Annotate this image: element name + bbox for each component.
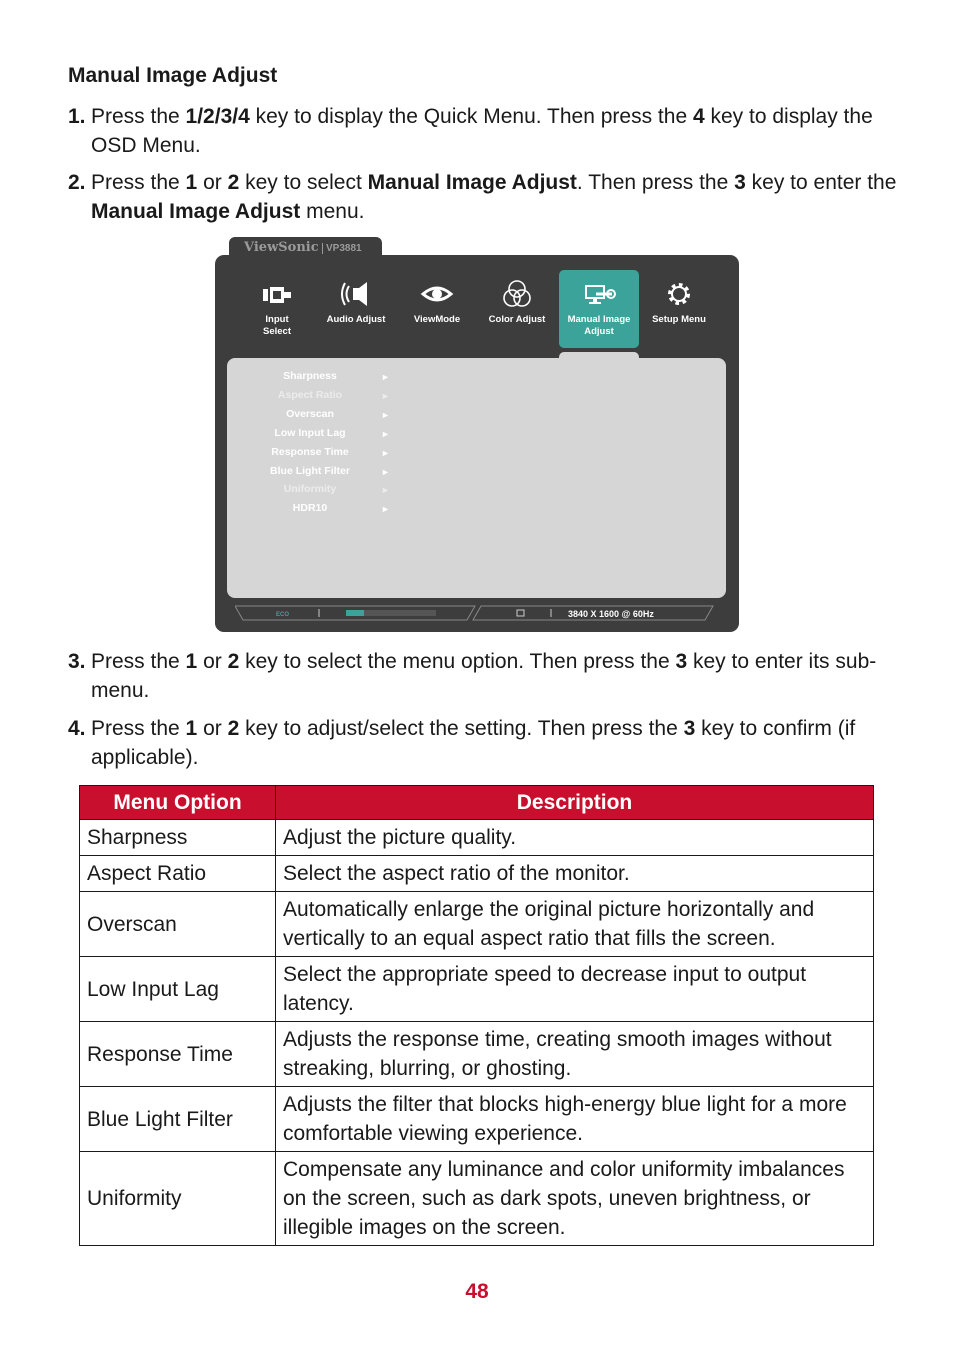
page-number: 48	[465, 1280, 489, 1303]
description-cell: Select the appropriate speed to decrease input to output latency.	[276, 957, 874, 1022]
step-text-segment: key to display the Quick Menu. Then press the	[249, 105, 693, 128]
description-cell: Adjust the picture quality.	[276, 820, 874, 856]
bold-key-text: 1	[185, 650, 198, 673]
description-cell: Automatically enlarge the original picture horizontally and vertically to an equal aspect ratio that fills the screen.	[276, 892, 874, 957]
step-text-segment: or	[197, 171, 228, 194]
description-cell: Select the aspect ratio of the monitor.	[276, 856, 874, 892]
submenu-item[interactable]: Blue Light Filter	[270, 464, 350, 477]
submenu-item[interactable]: Uniformity	[283, 483, 337, 496]
step-text-segment: Press the	[91, 171, 186, 194]
bold-key-text: 3	[675, 650, 688, 673]
submenu-item[interactable]: Aspect Ratio	[277, 388, 343, 401]
step-1	[68, 102, 898, 160]
table-row	[80, 957, 874, 1022]
header-description: Description	[276, 786, 874, 820]
resolution-readout: 3840 X 1600 @ 60Hz	[568, 609, 654, 619]
step-4	[68, 714, 898, 772]
speaker-icon	[339, 278, 373, 310]
table-row	[80, 1022, 874, 1087]
submenu-item[interactable]: Low Input Lag	[274, 426, 346, 439]
step-text	[91, 168, 898, 226]
menu-manual-image-adjust[interactable]: Manual Image Adjust	[559, 270, 639, 348]
table-header-row	[80, 786, 874, 820]
submenu-arrow-icon: ►	[381, 466, 390, 477]
step-number: 2.	[68, 171, 86, 194]
menu-audio-adjust[interactable]: Audio Adjust	[317, 272, 395, 346]
menu-setup-menu[interactable]: Setup Menu	[640, 272, 718, 346]
submenu-arrow-icon: ►	[381, 409, 390, 420]
description-cell: Compensate any luminance and color uniformity imbalances on the screen, such as dark spots, uneven brightness, or illegible images on the screen.	[276, 1152, 874, 1246]
menu-option-table	[79, 785, 874, 1246]
step-text-segment: or	[197, 650, 228, 673]
submenu-arrow-icon: ►	[381, 447, 390, 458]
menu-input-select[interactable]: Input Select	[238, 272, 316, 346]
menu-option-cell: Sharpness	[80, 820, 276, 856]
model-label: VP3881	[322, 243, 362, 254]
menu-option-cell: Overscan	[80, 892, 276, 957]
description-cell: Adjusts the response time, creating smooth images without streaking, blurring, or ghosting.	[276, 1022, 874, 1087]
step-text-segment: key to enter its sub-menu.	[91, 650, 877, 702]
submenu-item[interactable]: Response Time	[271, 445, 349, 458]
bold-key-text: 1	[185, 717, 198, 740]
color-circles-icon	[500, 278, 534, 310]
table-row	[80, 1152, 874, 1246]
submenu-item[interactable]: Overscan	[286, 407, 334, 420]
submenu-item[interactable]: Sharpness	[283, 370, 337, 382]
bold-key-text: 2	[227, 717, 240, 740]
bold-key-text: 3	[683, 717, 696, 740]
step-number: 1.	[68, 105, 86, 128]
menu-option-cell: Low Input Lag	[80, 957, 276, 1022]
bold-key-text: Manual Image Adjust	[367, 171, 577, 194]
submenu-arrow-icon: ►	[381, 372, 390, 382]
table-row	[80, 892, 874, 957]
bold-key-text: 2	[227, 171, 240, 194]
description-cell: Adjusts the filter that blocks high-energy blue light for a more comfortable viewing experience.	[276, 1087, 874, 1152]
menu-viewmode[interactable]: ViewMode	[398, 272, 476, 346]
table-row	[80, 1087, 874, 1152]
monitor-wrench-icon	[582, 278, 616, 310]
gear-icon	[662, 278, 696, 310]
submenu-item[interactable]: HDR10	[292, 502, 328, 515]
step-text-segment: key to confirm (if applicable).	[91, 717, 856, 769]
submenu-arrow-icon: ►	[381, 504, 390, 515]
submenu-arrow-icon: ►	[381, 390, 390, 401]
step-2	[68, 168, 898, 226]
bold-key-text: 1/2/3/4	[185, 105, 250, 128]
step-text-segment: key to display the OSD Menu.	[91, 105, 873, 157]
input-select-icon	[260, 278, 294, 310]
bold-key-text: Manual Image Adjust	[91, 200, 301, 223]
eye-icon	[420, 278, 454, 310]
step-text-segment: key to adjust/select the setting. Then press the	[239, 717, 684, 740]
submenu-arrow-icon: ►	[381, 428, 390, 439]
table-row	[80, 856, 874, 892]
step-number: 3.	[68, 650, 86, 673]
step-text	[91, 102, 898, 160]
step-text-segment: Press the	[91, 717, 186, 740]
header-menu-option: Menu Option	[80, 786, 276, 820]
step-text-segment: or	[197, 717, 228, 740]
table-row	[80, 820, 874, 856]
bold-key-text: 3	[734, 171, 746, 194]
menu-option-cell: Blue Light Filter	[80, 1087, 276, 1152]
menu-option-cell: Uniformity	[80, 1152, 276, 1246]
brand-logo: ViewSonic	[244, 240, 319, 255]
menu-color-adjust[interactable]: Color Adjust	[478, 272, 556, 346]
step-text	[91, 647, 898, 705]
eco-icon: ECO	[276, 612, 290, 618]
step-number: 4.	[68, 717, 86, 740]
step-text-segment: . Then press the	[576, 171, 735, 194]
step-text-segment: key to select the menu option. Then press the	[239, 650, 676, 673]
bold-key-text: 2	[227, 650, 240, 673]
step-text-segment: Press the	[91, 650, 186, 673]
bold-key-text: 1	[185, 171, 198, 194]
step-text-segment: menu.	[300, 200, 365, 223]
submenu-arrow-icon: ►	[381, 485, 390, 496]
step-3	[68, 647, 898, 705]
section-heading: Manual Image Adjust	[68, 64, 278, 87]
step-text-segment: Press the	[91, 105, 186, 128]
step-text-segment: key to enter the	[745, 171, 897, 194]
step-text	[91, 714, 898, 772]
bold-key-text: 4	[692, 105, 705, 128]
menu-option-cell: Response Time	[80, 1022, 276, 1087]
menu-option-cell: Aspect Ratio	[80, 856, 276, 892]
step-text-segment: key to select	[239, 171, 368, 194]
